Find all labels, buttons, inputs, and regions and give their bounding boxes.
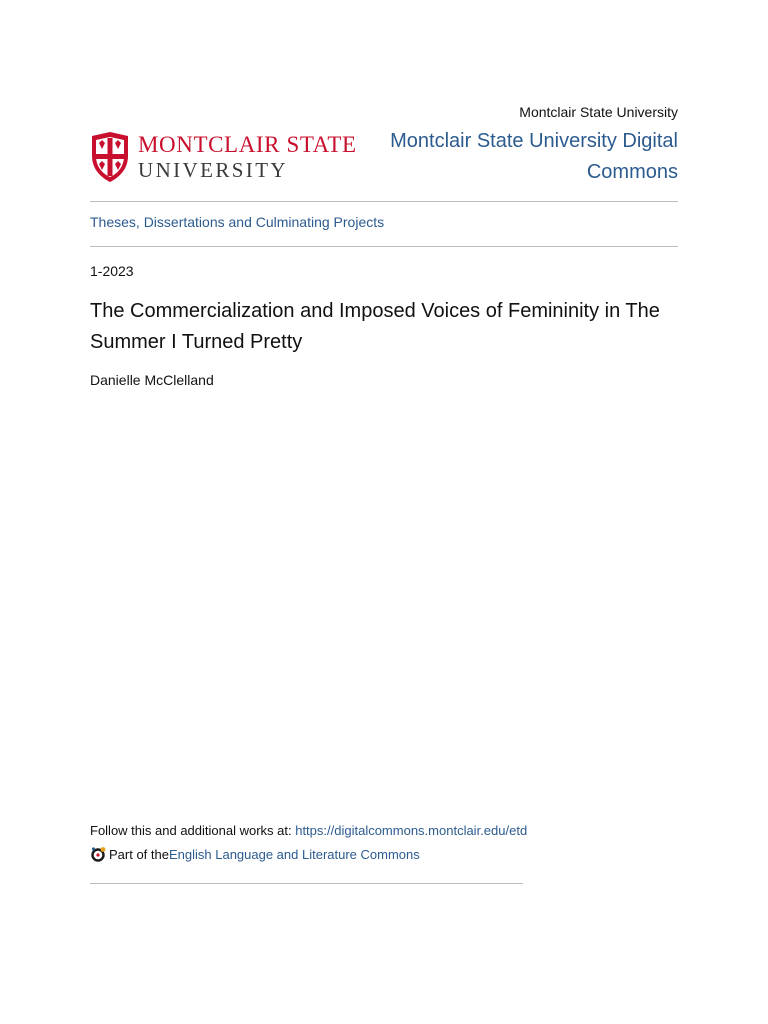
part-of-line bbox=[90, 846, 420, 863]
divider-bottom bbox=[90, 883, 523, 884]
follow-line bbox=[90, 823, 527, 838]
institution-name: Montclair State University bbox=[519, 104, 678, 120]
collection-url-link[interactable]: https://digitalcommons.montclair.edu/etd bbox=[295, 823, 528, 838]
document-title: The Commercialization and Imposed Voices of Femininity in The Summer I Turned Pretty bbox=[90, 300, 660, 353]
repository-link[interactable]: Montclair State University Digital Commons bbox=[390, 130, 678, 183]
part-of-prefix: Part of the bbox=[109, 847, 169, 862]
author-name: Danielle McClelland bbox=[90, 372, 214, 388]
divider-top bbox=[90, 201, 678, 202]
divider-middle bbox=[90, 246, 678, 247]
collection-link[interactable]: Theses, Dissertations and Culminating Projects bbox=[90, 214, 385, 230]
follow-prefix: Follow this and additional works at: bbox=[90, 823, 296, 838]
publication-date: 1-2023 bbox=[90, 263, 134, 279]
logo-wordmark-bottom: UNIVERSITY bbox=[138, 158, 288, 182]
header bbox=[90, 104, 678, 188]
university-logo[interactable] bbox=[90, 132, 357, 182]
network-commons-icon bbox=[90, 846, 107, 863]
discipline-link[interactable]: English Language and Literature Commons bbox=[168, 847, 420, 862]
logo-wordmark-top: MONTCLAIR STATE bbox=[138, 132, 357, 157]
montclair-shield-icon bbox=[90, 132, 130, 182]
